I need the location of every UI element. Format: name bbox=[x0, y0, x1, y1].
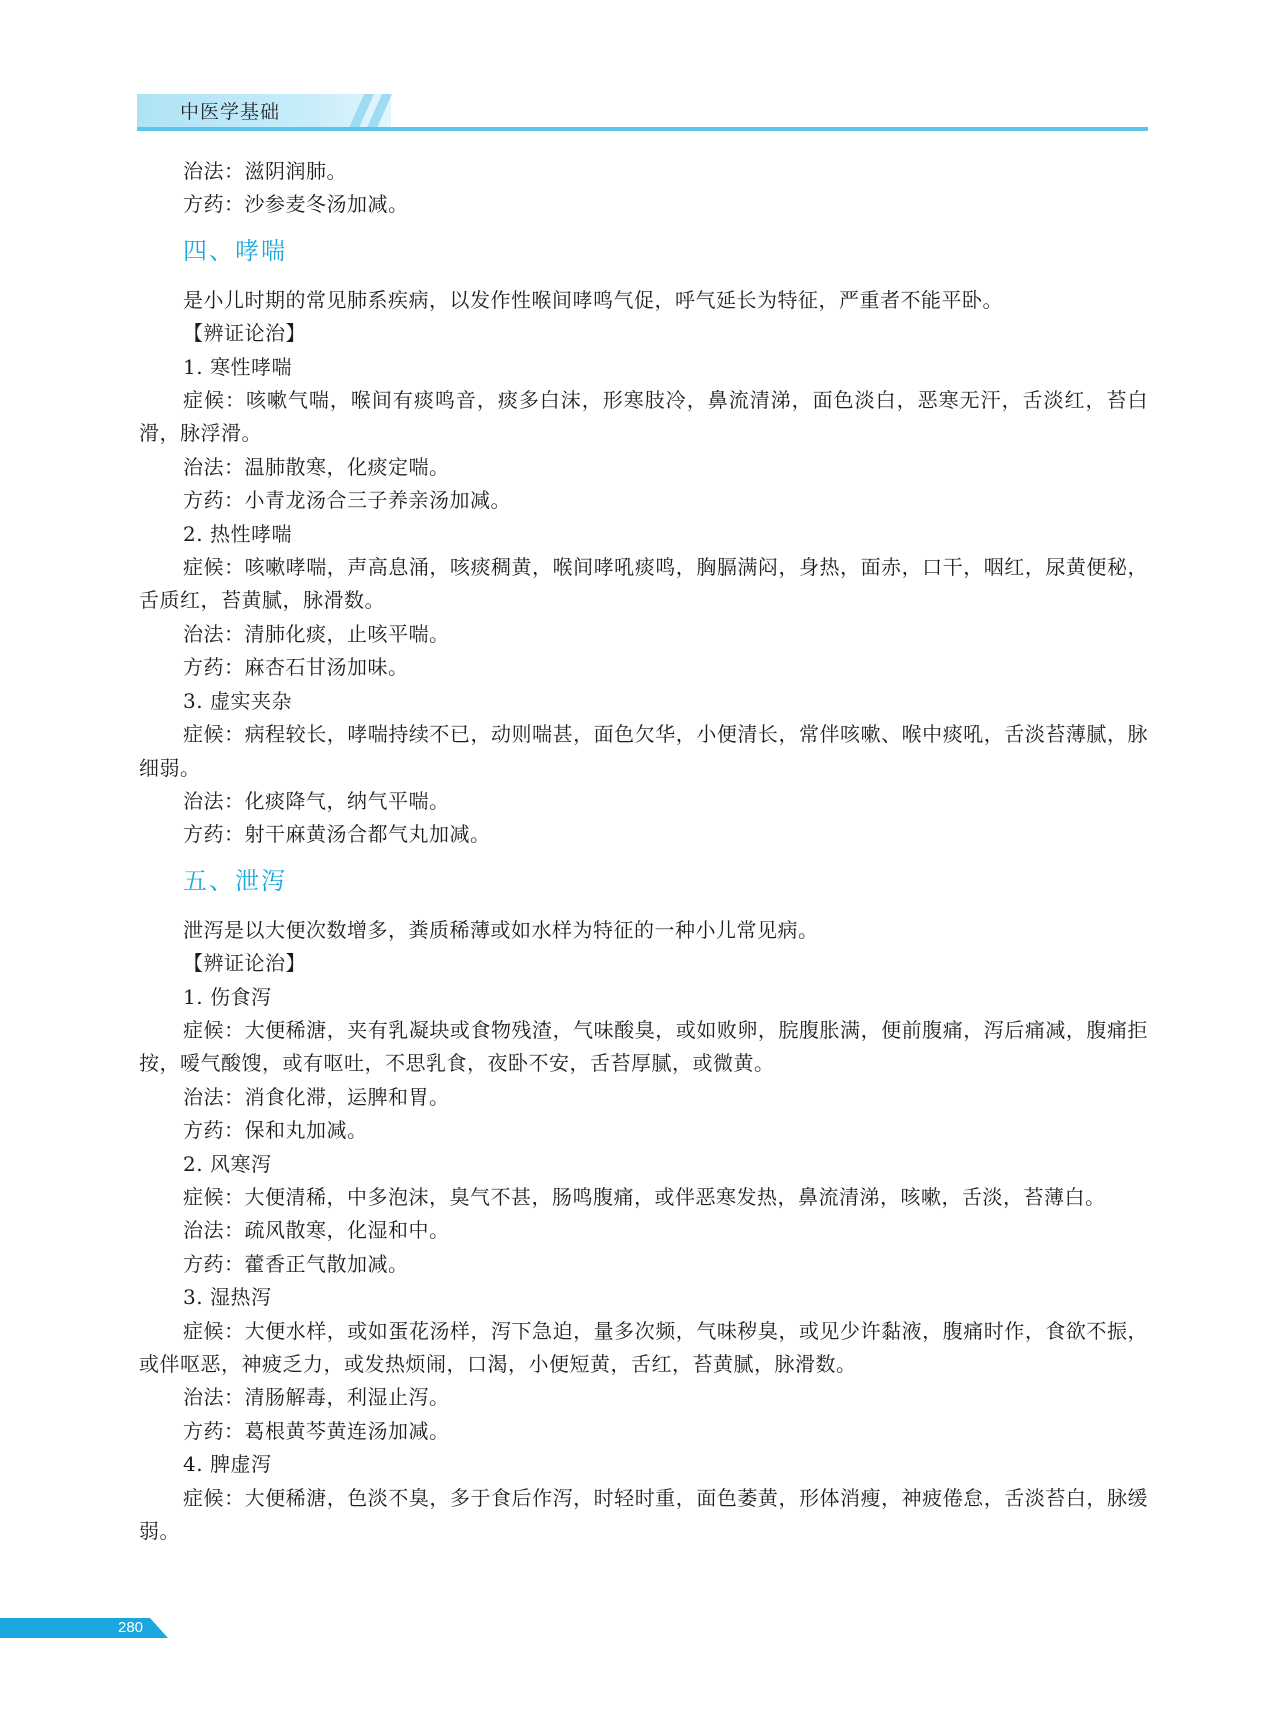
body-paragraph: 是小儿时期的常见肺系疾病，以发作性喉间哮鸣气促，呼气延长为特征，严重者不能平卧。 bbox=[183, 287, 1003, 312]
body-paragraph: 3. 虚实夹杂 bbox=[183, 688, 292, 713]
body-paragraph: 治法：滋阴润肺。 bbox=[183, 159, 347, 183]
body-paragraph: 症候：咳嗽哮喘，声高息涌，咳痰稠黄，喉间哮吼痰鸣，胸膈满闷，身热，面赤，口干，咽红，尿黄便秘，舌质红，苔黄腻，脉滑数。 bbox=[139, 555, 1148, 613]
body-paragraph: 治法：温肺散寒，化痰定喘。 bbox=[183, 454, 450, 479]
body-paragraph: 【辨证论治】 bbox=[183, 321, 306, 346]
body-paragraph: 方药：葛根黄芩黄连汤加减。 bbox=[183, 1418, 450, 1443]
body-paragraph: 4. 脾虚泻 bbox=[183, 1452, 272, 1477]
body-paragraph: 症候：大便稀溏，夹有乳凝块或食物残渣，气味酸臭，或如败卵，脘腹胀满，便前腹痛，泻后痛减，腹痛拒按，嗳气酸馊，或有呕吐，不思乳食，夜卧不安，舌苔厚腻，或微黄。 bbox=[139, 1017, 1148, 1076]
body-paragraph: 治法：清肠解毒，利湿止泻。 bbox=[183, 1385, 450, 1410]
body-paragraph: 方药：麻杏石甘汤加味。 bbox=[183, 655, 409, 680]
header-stripes-decoration bbox=[330, 94, 400, 130]
body-paragraph: 2. 风寒泻 bbox=[183, 1151, 272, 1176]
page-body bbox=[139, 155, 1148, 1548]
body-paragraph: 3. 湿热泻 bbox=[183, 1285, 272, 1310]
body-paragraph: 症候：大便稀溏，色淡不臭，多于食后作泻，时轻时重，面色萎黄，形体消瘦，神疲倦怠，舌淡苔白，脉缓弱。 bbox=[139, 1485, 1148, 1544]
section-heading: 五、泄泻 bbox=[183, 866, 287, 895]
body-paragraph: 症候：大便清稀，中多泡沫，臭气不甚，肠鸣腹痛，或伴恶寒发热，鼻流清涕，咳嗽，舌淡，苔薄白。 bbox=[183, 1184, 1106, 1209]
body-paragraph: 治法：清肺化痰，止咳平喘。 bbox=[183, 621, 450, 646]
page-number: 280 bbox=[118, 1619, 144, 1636]
body-paragraph: 方药：射干麻黄汤合都气丸加减。 bbox=[183, 822, 491, 847]
body-paragraph: 治法：疏风散寒，化湿和中。 bbox=[183, 1218, 450, 1243]
body-paragraph: 症候：病程较长，哮喘持续不已，动则喘甚，面色欠华，小便清长，常伴咳嗽、喉中痰吼，舌淡苔薄腻，脉细弱。 bbox=[139, 722, 1148, 780]
body-paragraph: 方药：小青龙汤合三子养亲汤加减。 bbox=[183, 488, 511, 513]
body-paragraph: 1. 寒性哮喘 bbox=[183, 354, 292, 379]
body-paragraph: 泄泻是以大便次数增多，粪质稀薄或如水样为特征的一种小儿常见病。 bbox=[183, 917, 819, 942]
body-paragraph: 2. 热性哮喘 bbox=[183, 521, 292, 546]
body-paragraph: 1. 伤食泻 bbox=[183, 984, 272, 1009]
header-rule bbox=[137, 127, 1148, 131]
body-paragraph: 治法：消食化滞，运脾和胃。 bbox=[183, 1084, 450, 1109]
body-paragraph: 症候：咳嗽气喘，喉间有痰鸣音，痰多白沫，形寒肢冷，鼻流清涕，面色淡白，恶寒无汗，舌淡红，苔白滑，脉浮滑。 bbox=[139, 388, 1148, 446]
body-paragraph: 方药：保和丸加减。 bbox=[183, 1118, 368, 1143]
running-header-title: 中医学基础 bbox=[180, 101, 281, 123]
body-paragraph: 【辨证论治】 bbox=[183, 951, 306, 976]
body-paragraph: 方药：藿香正气散加减。 bbox=[183, 1251, 409, 1276]
body-paragraph: 症候：大便水样，或如蛋花汤样，泻下急迫，量多次频，气味秽臭，或见少许黏液，腹痛时作，食欲不振，或伴呕恶，神疲乏力，或发热烦闹，口渴，小便短黄，舌红，苔黄腻，脉滑数。 bbox=[139, 1318, 1148, 1376]
body-paragraph: 治法：化痰降气，纳气平喘。 bbox=[183, 788, 450, 813]
body-paragraph: 方药：沙参麦冬汤加减。 bbox=[183, 192, 409, 217]
section-heading: 四、哮喘 bbox=[183, 236, 287, 265]
